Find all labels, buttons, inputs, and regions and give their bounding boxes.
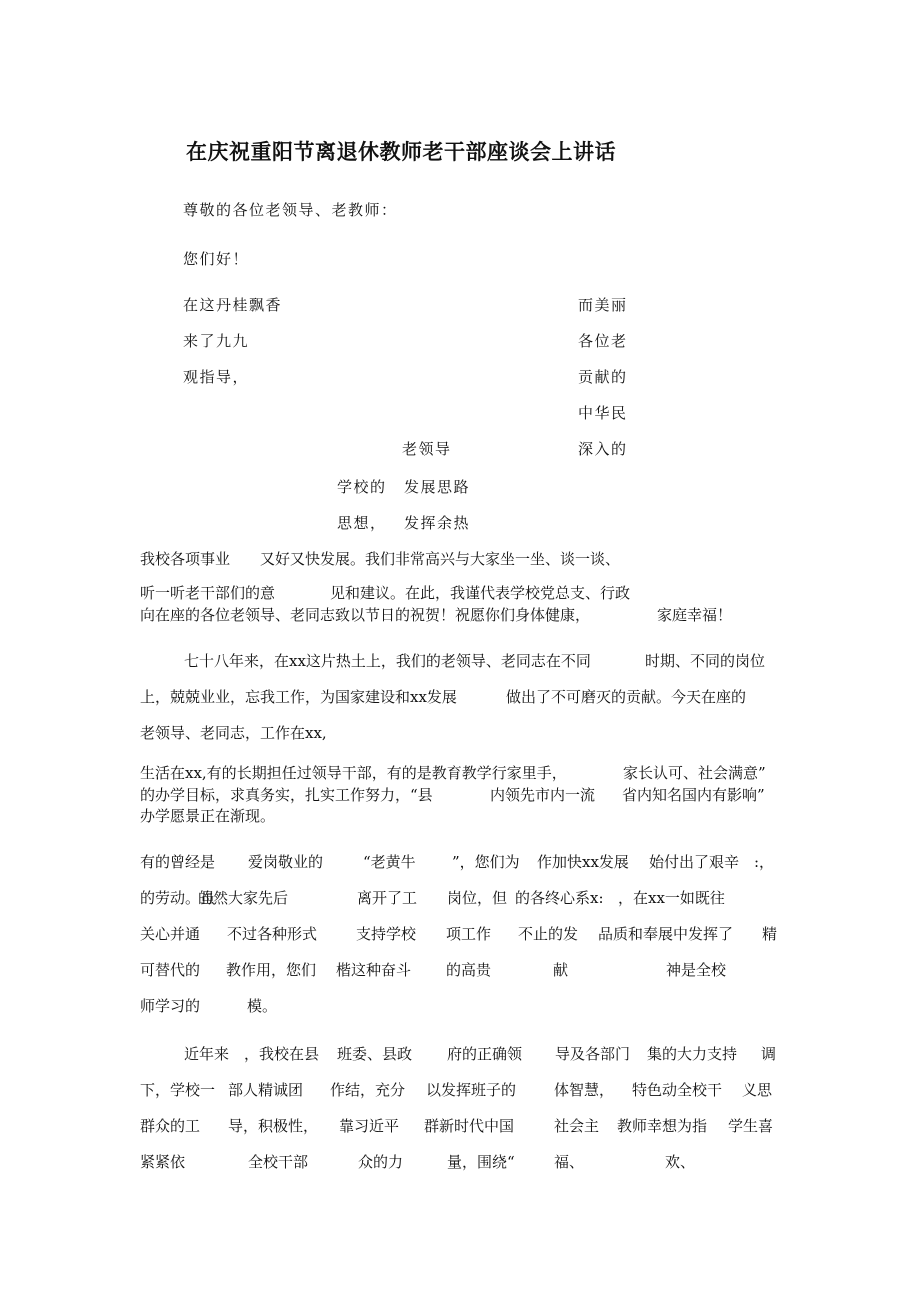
text-line: 岗位，但: [447, 889, 508, 907]
text-line: 模。: [247, 997, 278, 1015]
text-line: 群众的工: [140, 1117, 201, 1135]
text-line: 导，积极性，: [228, 1117, 319, 1135]
text-line: 精: [762, 925, 778, 943]
text-line: 听一听老干部们的意: [140, 584, 276, 602]
text-line: 我校各项事业: [140, 550, 231, 568]
text-line: 量，围绕“: [447, 1153, 515, 1171]
text-line: 部人精诚团: [228, 1081, 304, 1099]
text-line: 支持学校: [356, 925, 417, 943]
text-line: 老领导、老同志，工作在xx,: [140, 724, 327, 742]
text-line: 近年来: [184, 1045, 230, 1063]
text-line: 府的正确领: [447, 1045, 523, 1063]
text-line: 时期、不同的岗位: [645, 652, 766, 670]
text-line: ，我校在县: [244, 1045, 320, 1063]
text-line: 关心并通: [140, 925, 201, 943]
text-line: 楷这种奋斗: [336, 961, 412, 979]
text-line: 神是全校: [666, 961, 727, 979]
text-line: 众的力: [358, 1153, 404, 1171]
text-line: 福、: [554, 1153, 585, 1171]
text-line: 欢、: [665, 1153, 696, 1171]
text-line: 的然大家先后: [198, 889, 289, 907]
fragment-right: 深入的: [578, 440, 628, 458]
text-line: 家庭幸福！: [657, 606, 733, 624]
text-line: 下，学校一: [140, 1081, 216, 1099]
greeting: 您们好！: [183, 250, 250, 268]
fragment-right: 贡献的: [578, 368, 628, 386]
text-line: :，: [754, 853, 775, 871]
text-line: 品质和奉展中发挥了: [598, 925, 734, 943]
fragment-left: 观指导，: [183, 368, 250, 386]
text-line: 全校干部: [248, 1153, 309, 1171]
text-line: 不过各种形式: [227, 925, 318, 943]
text-line: 靠习近平: [339, 1117, 400, 1135]
text-line: 生活在xx,有的长期担任过领导干部，有的是教育教学行家里手，: [140, 764, 567, 782]
text-line: 集的大力支持: [647, 1045, 738, 1063]
text-line: 可替代的: [140, 961, 201, 979]
text-line: 教师幸想为指: [617, 1117, 708, 1135]
text-line: 向在座的各位老领导、老同志致以节日的祝贺！祝愿你们身体健康，: [140, 606, 591, 624]
text-line: 家长认可、社会满意”: [623, 764, 766, 782]
fragment-right: 中华民: [578, 404, 628, 422]
document-title: 在庆祝重阳节离退休教师老干部座谈会上讲话: [186, 140, 616, 164]
fragment-middle: 学校的: [337, 478, 387, 496]
text-line: 爱岗敬业的: [248, 853, 324, 871]
text-line: 始付出了艰辛: [649, 853, 740, 871]
text-line: 做出了不可磨灭的贡献。今天在座的: [506, 688, 747, 706]
text-line: 导及各部门: [555, 1045, 631, 1063]
text-line: ”，您们为: [452, 853, 520, 871]
text-line: 教作用，您们: [226, 961, 317, 979]
text-line: 的办学目标，求真务实，扎实工作努力，“县: [140, 786, 433, 804]
text-line: 的各终心系x:: [515, 889, 604, 907]
text-line: 上，兢兢业业，忘我工作，为国家建设和xx发展: [140, 688, 457, 706]
fragment-middle: 思想，: [337, 514, 387, 532]
text-line: 有的曾经是: [140, 853, 216, 871]
text-line: 群新时代中国: [424, 1117, 515, 1135]
text-line: 师学习的: [140, 997, 201, 1015]
text-line: 省内知名国内有影响”: [622, 786, 765, 804]
text-line: 作加快xx发展: [537, 853, 629, 871]
text-line: 的高贵: [446, 961, 492, 979]
fragment-middle: 老领导: [402, 440, 452, 458]
fragment-right: 各位老: [578, 332, 628, 350]
fragment-right: 而美丽: [578, 296, 628, 314]
text-line: 学生喜: [728, 1117, 774, 1135]
text-line: 离开了工: [357, 889, 418, 907]
text-line: ，在xx一如既往: [618, 889, 725, 907]
text-line: 办学愿景正在渐现。: [140, 807, 276, 825]
fragment-left: 在这丹桂飘香: [183, 296, 283, 314]
fragment-middle: 发展思路: [404, 478, 471, 496]
text-line: 调: [761, 1045, 777, 1063]
text-line: 见和建议。在此，我谨代表学校党总支、行政: [330, 584, 631, 602]
text-line: 又好又快发展。我们非常高兴与大家坐一坐、谈一谈、: [260, 550, 621, 568]
text-line: 义思: [742, 1081, 773, 1099]
text-line: 内领先市内一流: [490, 786, 596, 804]
text-line: 作结，充分: [330, 1081, 406, 1099]
text-line: 七十八年来，在xx这片热土上，我们的老领导、老同志在不同: [184, 652, 591, 670]
text-line: 献: [553, 961, 569, 979]
text-line: 特色动全校干: [632, 1081, 723, 1099]
text-line: 不止的发: [518, 925, 579, 943]
text-line: 项工作: [446, 925, 492, 943]
text-line: 社会主: [554, 1117, 600, 1135]
fragment-middle: 发挥余热: [404, 514, 471, 532]
salutation: 尊敬的各位老领导、老教师：: [183, 201, 398, 219]
text-line: 体智慧，: [554, 1081, 615, 1099]
text-line: 紧紧依: [140, 1153, 186, 1171]
fragment-left: 来了九九: [183, 332, 250, 350]
text-line: 以发挥班子的: [426, 1081, 517, 1099]
text-line: 班委、县政: [337, 1045, 413, 1063]
text-line: 的劳动。虽: [140, 889, 216, 907]
text-line: “老黄牛: [363, 853, 416, 871]
